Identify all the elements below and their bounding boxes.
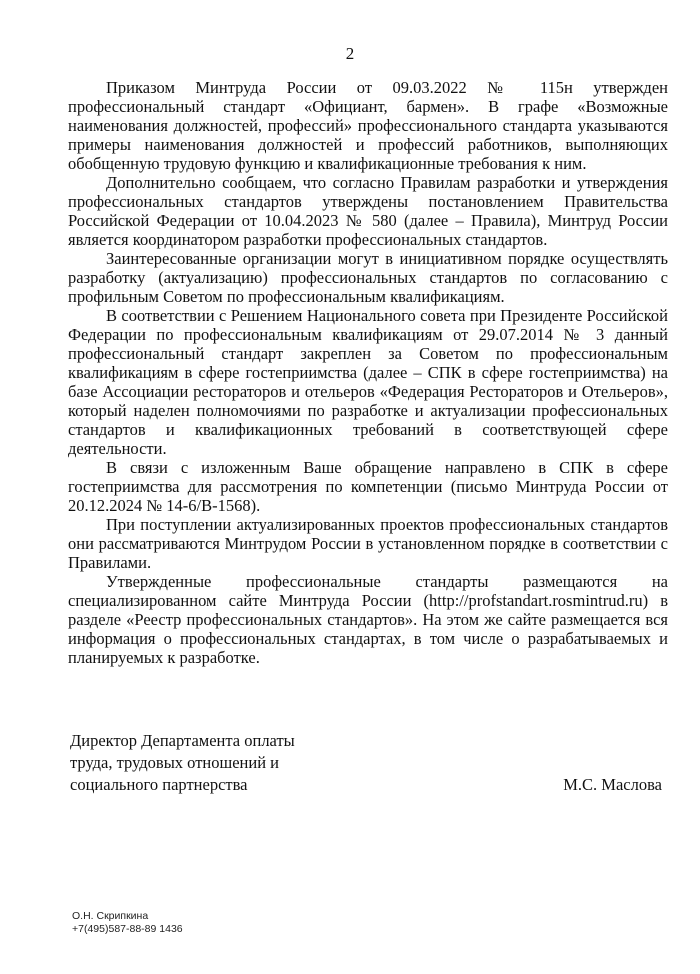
paragraph: Дополнительно сообщаем, что согласно Правилам разработки и утверждения профессиональных стандартов утверждены постановлением Правительства Российской Федерации от 10.04.2023 № 580 (далее – Правила), Минтруд России является координатором разработки профессиональных стандартов. [68, 173, 668, 249]
paragraph: В соответствии с Решением Национального совета при Президенте Российской Федерации по профессиональным квалификациям от 29.07.2014 № 3 данный профессиональный стандарт закреплен за Советом по профессиональным квалификациям в сфере гостеприимства (далее – СПК в сфере гостеприимства) на базе Ассоциации рестораторов и отельеров «Федерация Рестораторов и Отельеров», который наделен полномочиями по разработке и актуализации профессиональных стандартов и квалификационных требований в соответствующей сфере деятельности. [68, 306, 668, 458]
paragraph: Приказом Минтруда России от 09.03.2022 № 115н утвержден профессиональный стандарт «Официант, бармен». В графе «Возможные наименования должностей, профессий» профессионального стандарта указываются примеры наименования должностей и профессий работников, выполняющих обобщенную трудовую функцию и квалификационные требования к ним. [68, 78, 668, 173]
signature-block [70, 730, 668, 796]
paragraph: Заинтересованные организации могут в инициативном порядке осуществлять разработку (актуализацию) профессиональных стандартов по согласованию с профильным Советом по профессиональным квалификациям. [68, 249, 668, 306]
paragraph: В связи с изложенным Ваше обращение направлено в СПК в сфере гостеприимства для рассмотрения по компетенции (письмо Минтруда России от 20.12.2024 № 14-6/В-1568). [68, 458, 668, 515]
paragraph: При поступлении актуализированных проектов профессиональных стандартов они рассматриваются Минтрудом России в установленном порядке в соответствии с Правилами. [68, 515, 668, 572]
signatory-name: М.С. Маслова [563, 775, 662, 794]
page-number: 2 [345, 44, 355, 63]
signatory-title: Директор Департамента оплаты труда, трудовых отношений и социального партнерства [70, 731, 295, 794]
executor-info [72, 910, 183, 936]
letter-body [68, 78, 668, 667]
executor-name: О.Н. Скрипкина [72, 910, 149, 922]
paragraph: Утвержденные профессиональные стандарты размещаются на специализированном сайте Минтруда России (http://profstandart.rosmintrud.ru) в разделе «Реестр профессиональных стандартов». На этом же сайте размещается вся информация о профессиональных стандартах, в том числе о разрабатываемых и планируемых к разработке. [68, 572, 668, 667]
executor-phone: +7(495)587-88-89 1436 [72, 923, 183, 935]
